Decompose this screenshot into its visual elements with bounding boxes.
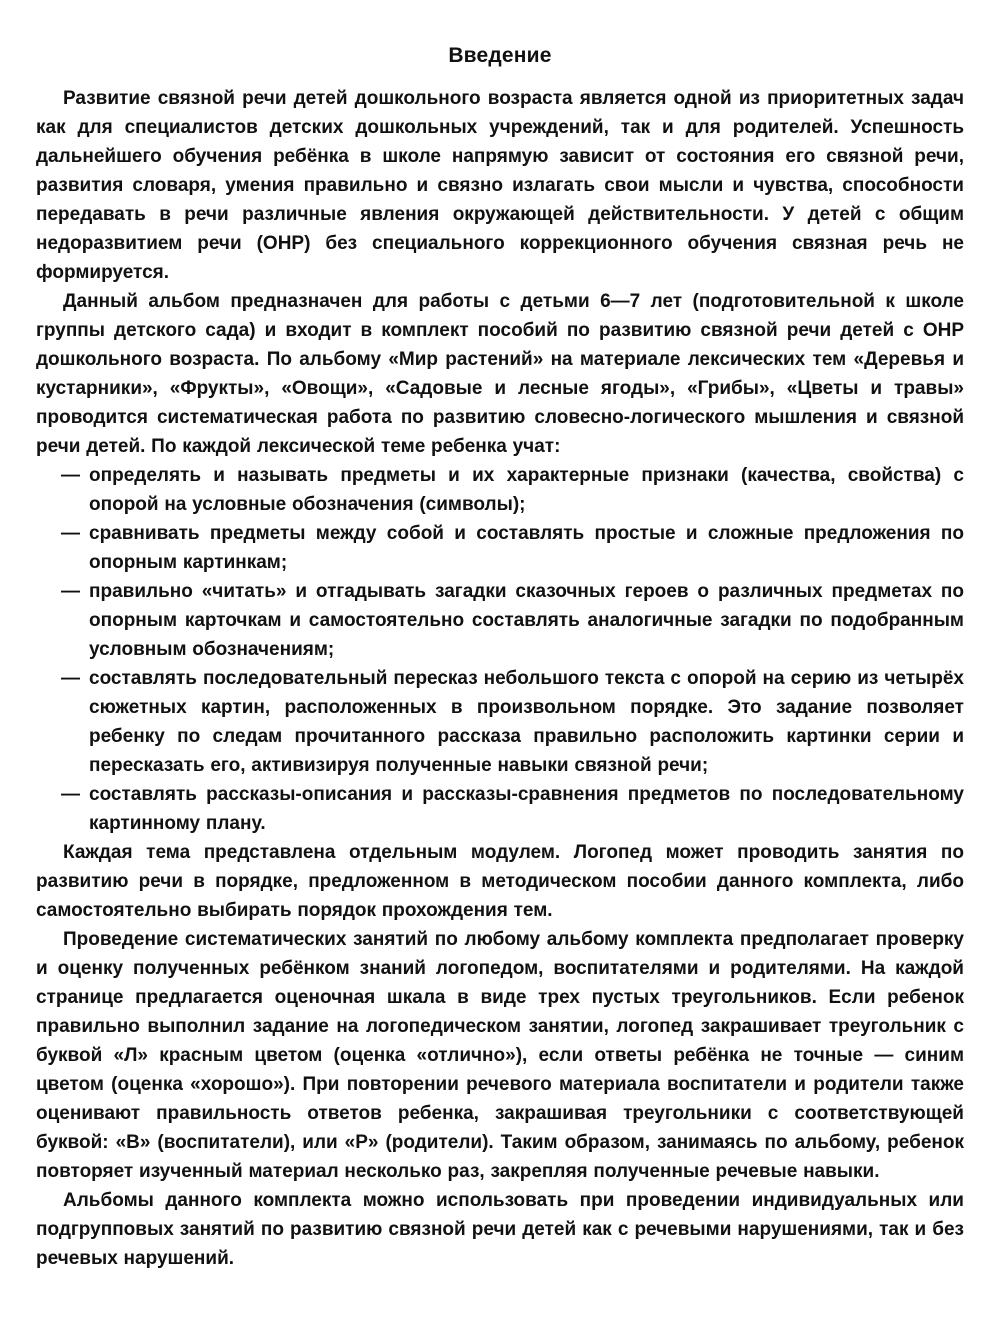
list-item-text: определять и называть предметы и их характерные признаки (качества, свойства) с опорой на условные обозначения (символы); bbox=[89, 465, 964, 515]
list-item bbox=[61, 780, 964, 838]
list-dash-marker: — bbox=[61, 523, 80, 544]
list-dash-marker: — bbox=[61, 581, 80, 602]
paragraph-closing-1: Каждая тема представлена отдельным модулем. Логопед может проводить занятия по развитию речи в порядке, предложенном в методическом пособии данного комплекта, либо самостоятельно выбирать порядок прохождения тем. bbox=[36, 842, 964, 921]
paragraph-intro-2: Данный альбом предназначен для работы с детьми 6—7 лет (подготовительной к школе группы детского сада) и входит в комплект пособий по развитию связной речи детей с ОНР дошкольного возраста. По альбому «Мир растений» на материале лексических тем «Деревья и кустарники», «Фрукты», «Овощи», «Садовые и лесные ягоды», «Грибы», «Цветы и травы» проводится систематическая работа по развитию словесно-логического мышления и связной речи детей. По каждой лексической теме ребенка учат: bbox=[36, 291, 964, 457]
paragraph-intro-1: Развитие связной речи детей дошкольного возраста является одной из приоритетных задач как для специалистов детских дошкольных учреждений, так и для родителей. Успешность дальнейшего обучения ребёнка в школе напрямую зависит от состояния его связной речи, развития словаря, умения правильно и связно излагать свои мысли и чувства, способности передавать в речи различные явления окружающей действительности. У детей с общим недоразвитием речи (ОНР) без специального коррекционного обучения связная речь не формируется. bbox=[36, 88, 964, 283]
list-item bbox=[61, 519, 964, 577]
paragraph-closing-3: Альбомы данного комплекта можно использовать при проведении индивидуальных или подгрупповых занятий по развитию связной речи детей как с речевыми нарушениями, так и без речевых нарушений. bbox=[36, 1190, 964, 1269]
list-item-text: составлять последовательный пересказ небольшого текста с опорой на серию из четырёх сюжетных картин, расположенных в произвольном порядке. Это задание позволяет ребенку по следам прочитанного рассказа правильно расположить картинки серии и пересказать его, активизируя полученные навыки связной речи; bbox=[89, 668, 964, 776]
list-dash-marker: — bbox=[61, 784, 80, 805]
list-item-text: составлять рассказы-описания и рассказы-сравнения предметов по последовательному картинному плану. bbox=[89, 784, 964, 834]
list-item-text: сравнивать предметы между собой и составлять простые и сложные предложения по опорным картинкам; bbox=[89, 523, 964, 573]
paragraph-closing-2: Проведение систематических занятий по любому альбому комплекта предполагает проверку и оценку полученных ребёнком знаний логопедом, воспитателями и родителями. На каждой странице предлагается оценочная шкала в виде трех пустых треугольников. Если ребенок правильно выполнил задание на логопедическом занятии, логопед закрашивает треугольник с буквой «Л» красным цветом (оценка «отлично»), если ответы ребёнка не точные — синим цветом (оценка «хорошо»). При повторении речевого материала воспитатели и родители также оценивают правильность ответов ребенка, закрашивая треугольники с соответствующей буквой: «В» (воспитатели), или «Р» (родители). Таким образом, занимаясь по альбому, ребенок повторяет изученный материал несколько раз, закрепляя полученные речевые навыки. bbox=[36, 929, 964, 1182]
list-dash-marker: — bbox=[61, 465, 80, 486]
list-item-text: правильно «читать» и отгадывать загадки сказочных героев о различных предметах по опорным карточкам и самостоятельно составлять аналогичные загадки по подобранным условным обозначениям; bbox=[89, 581, 964, 660]
list-item bbox=[61, 461, 964, 519]
page-title: Введение bbox=[448, 44, 552, 67]
list-item bbox=[61, 577, 964, 664]
list-item bbox=[61, 664, 964, 780]
list-dash-marker: — bbox=[61, 668, 80, 689]
